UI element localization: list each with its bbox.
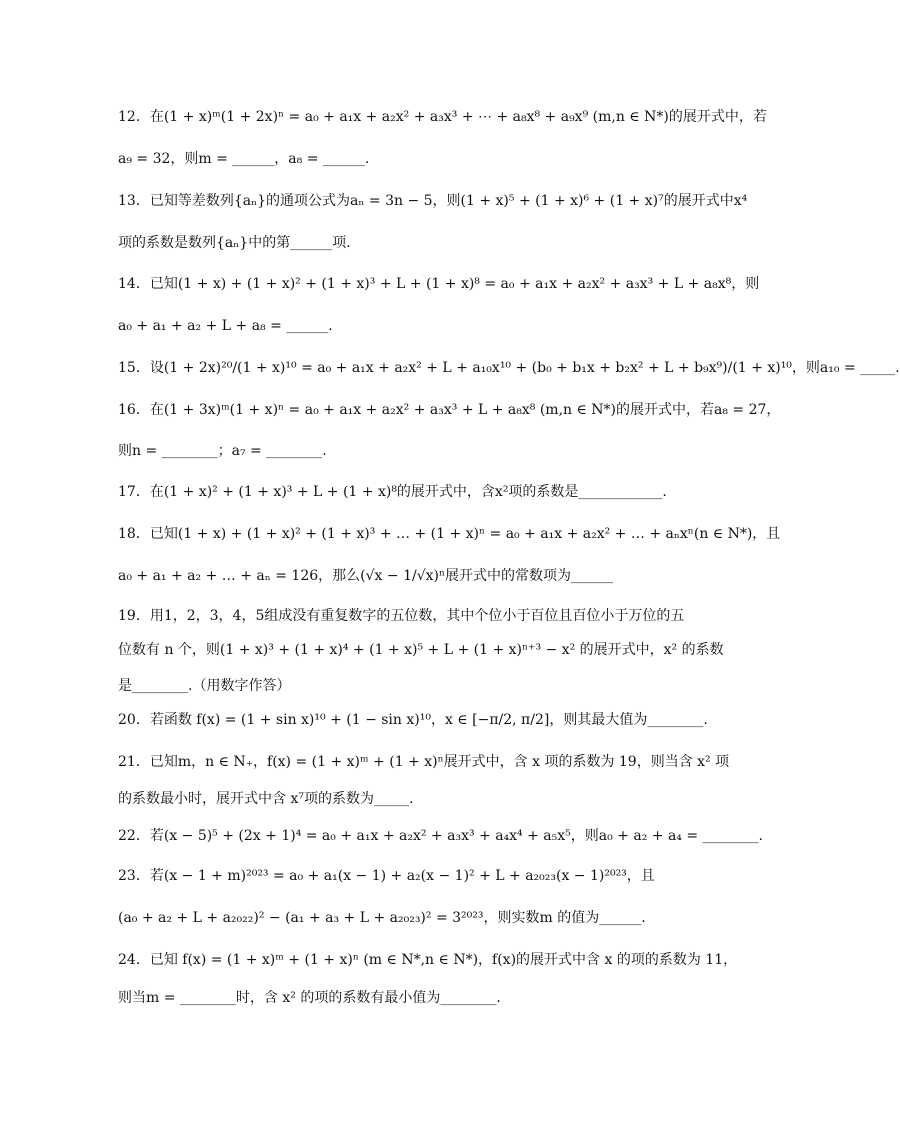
problem-13-line-2: 项的系数是数列{aₙ}中的第______项． (118, 235, 361, 251)
problem-13-line-1 (118, 191, 748, 211)
problem-number: 17． (118, 484, 150, 500)
problem-14-line-2: a₀ + a₁ + a₂ + L + a₈ = ______. (118, 318, 333, 334)
problem-number: 13． (118, 193, 150, 209)
problem-text: 已知m，n ∈ N₊，f(x) = (1 + x)ᵐ + (1 + x)ⁿ展开式中，含 x 项的系数为 19，则当含 x² 项 (149, 754, 730, 770)
problem-text: 设(1 + 2x)²⁰/(1 + x)¹⁰ = a₀ + a₁x + a₂x² + L + a₁₀x¹⁰ + (b₀ + b₁x + b₂x² + L + b₉x⁹)/(1 + x)¹⁰，则a₁₀ = _____. (149, 360, 900, 376)
problem-18-line-1 (118, 524, 781, 544)
problem-text: 若(x − 1 + m)²⁰²³ = a₀ + a₁(x − 1) + a₂(x − 1)² + L + a₂₀₂₃(x − 1)²⁰²³，且 (149, 868, 655, 884)
problem-number: 12． (118, 109, 150, 125)
problem-23-line-1 (118, 866, 694, 886)
problem-18-line-2: a₀ + a₁ + a₂ + … + aₙ = 126，那么(√x − 1/√x)ⁿ展开式中的常数项为______ (118, 568, 614, 584)
problem-text: 在(1 + x)ᵐ(1 + 2x)ⁿ = a₀ + a₁x + a₂x² + a₃x³ + ⋯ + a₈x⁸ + a₉x⁹ (m,n ∈ N*)的展开式中，若 (149, 109, 767, 125)
problem-16-line-1 (118, 400, 781, 420)
problem-19-line-3: 是________.（用数字作答） (118, 678, 291, 694)
problem-text: 若函数 f(x) = (1 + sin x)¹⁰ + (1 − sin x)¹⁰，x ∈ [−π/2, π/2]，则其最大值为________. (149, 712, 708, 728)
problem-21-line-1 (118, 752, 730, 772)
problem-12-line-2: a₉ = 32，则m = ______，a₈ = ______. (118, 151, 370, 167)
problem-text: 在(1 + 3x)ᵐ(1 + x)ⁿ = a₀ + a₁x + a₂x² + a₃x³ + L + a₈x⁸ (m,n ∈ N*)的展开式中，若a₈ = 27， (149, 402, 781, 418)
problem-text: 已知(1 + x) + (1 + x)² + (1 + x)³ + L + (1 + x)⁸ = a₀ + a₁x + a₂x² + a₃x³ + L + a₈x⁸，则 (149, 276, 760, 292)
problem-number: 21． (118, 754, 150, 770)
problem-number: 20． (118, 712, 150, 728)
problem-number: 22． (118, 828, 150, 844)
problem-text: 已知 f(x) = (1 + x)ᵐ + (1 + x)ⁿ (m ∈ N*,n ∈ N*)，f(x)的展开式中含 x 的项的系数为 11， (149, 952, 738, 968)
problem-text: 若(x − 5)⁵ + (2x + 1)⁴ = a₀ + a₁x + a₂x² + a₃x³ + a₄x⁴ + a₅x⁵，则a₀ + a₂ + a₄ = ________. (149, 828, 763, 844)
problem-14-line-1 (118, 274, 760, 294)
problem-22-line-1 (118, 826, 763, 846)
problem-19-line-2: 位数有 n 个，则(1 + x)³ + (1 + x)⁴ + (1 + x)⁵ + L + (1 + x)ⁿ⁺³ − x² 的展开式中，x² 的系数 (118, 642, 724, 658)
problem-number: 14． (118, 276, 150, 292)
problem-text: 在(1 + x)² + (1 + x)³ + L + (1 + x)⁸的展开式中，含x²项的系数是____________. (149, 484, 667, 500)
problem-21-line-2: 的系数最小时，展开式中含 x⁷项的系数为_____. (118, 791, 414, 807)
problem-text: 用1，2，3，4，5组成没有重复数字的五位数，其中个位小于百位且百位小于万位的五 (149, 608, 685, 624)
problem-number: 24． (118, 952, 150, 968)
problem-number: 19． (118, 608, 150, 624)
problem-number: 16． (118, 402, 150, 418)
problem-number: 23． (118, 868, 150, 884)
problem-text: 已知等差数列{aₙ}的通项公式为aₙ = 3n − 5，则(1 + x)⁵ + (1 + x)⁶ + (1 + x)⁷的展开式中x⁴ (149, 193, 748, 209)
problem-24-line-1 (118, 950, 738, 970)
problem-number: 18． (118, 526, 150, 542)
problem-23-line-2: (a₀ + a₂ + L + a₂₀₂₂)² − (a₁ + a₃ + L + a₂₀₂₃)² = 3²⁰²³，则实数m 的值为______. (118, 910, 646, 926)
problem-16-line-2: 则n = ________；a₇ = ________. (118, 443, 327, 459)
problem-15-line-1 (118, 358, 900, 378)
problem-24-line-2: 则当m = ________时，含 x² 的项的系数有最小值为________. (118, 990, 501, 1006)
problem-17-line-1 (118, 482, 694, 502)
problem-text: 已知(1 + x) + (1 + x)² + (1 + x)³ + … + (1 + x)ⁿ = a₀ + a₁x + a₂x² + … + aₙxⁿ(n ∈ N*)，且 (149, 526, 781, 542)
problem-20-line-1 (118, 710, 708, 730)
problem-12-line-1 (118, 107, 767, 127)
problem-19-line-1 (118, 606, 694, 626)
problem-number: 15． (118, 360, 150, 376)
